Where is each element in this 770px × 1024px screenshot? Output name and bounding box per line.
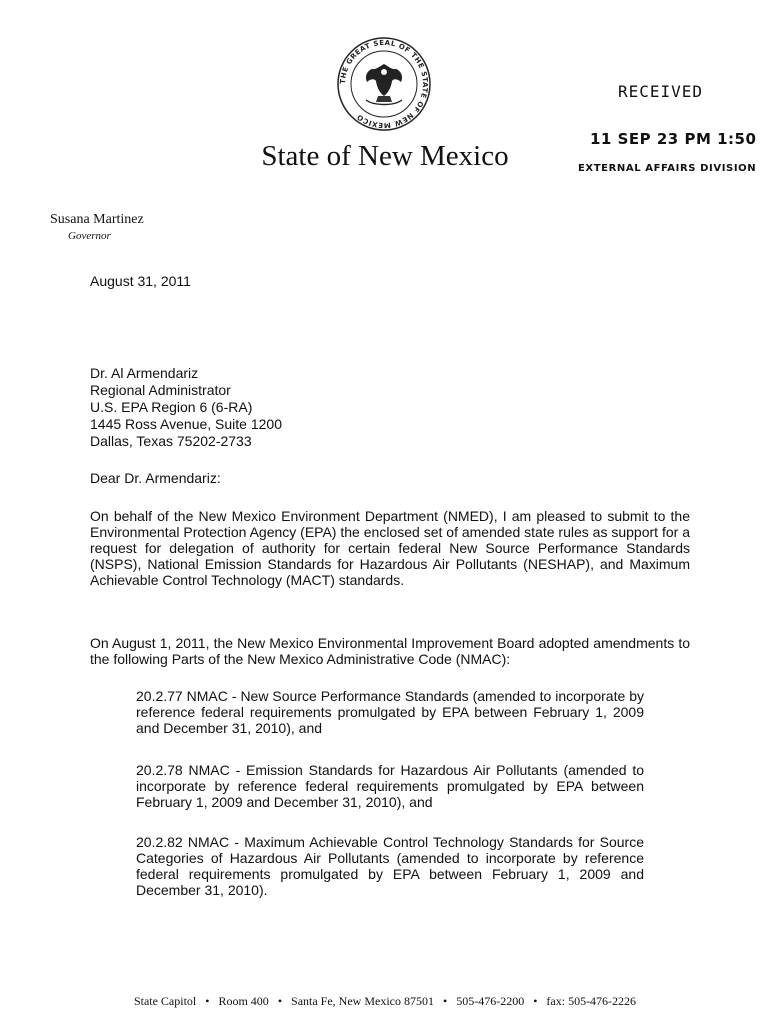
received-stamp-date: 11 SEP 23 PM 1:50 [590,130,757,148]
salutation: Dear Dr. Armendariz: [90,470,221,486]
seal-text: THE GREAT SEAL OF THE STATE OF NEW MEXICO [338,38,430,130]
footer-separator: • [205,994,210,1008]
rule-list-item: 20.2.77 NMAC - New Source Performance Standards (amended to incorporate by reference federal requirements promulgated by EPA between February 1, 2009 and December 31, 2010), and [136,688,644,736]
great-seal-of-new-mexico-icon [336,36,432,132]
received-stamp: RECEIVED [618,82,704,101]
rule-list-item: 20.2.82 NMAC - Maximum Achievable Control Technology Standards for Source Categories of Hazardous Air Pollutants (amended to incorporate by reference federal requirements promulgated by EPA between February 1, 2009 and December 31, 2010). [136,834,644,898]
address-line: Dallas, Texas 75202-2733 [90,433,252,449]
address-line: Regional Administrator [90,382,231,398]
footer-separator: • [277,994,283,1008]
footer-room: Room 400 [218,994,269,1008]
received-stamp-division: EXTERNAL AFFAIRS DIVISION [578,163,757,174]
footer-separator: • [533,994,538,1008]
recipient-address [90,365,282,450]
footer-city: Santa Fe, New Mexico 87501 [291,994,434,1008]
page-title: State of New Mexico [261,140,509,172]
address-line: U.S. EPA Region 6 (6-RA) [90,399,253,415]
letter-date: August 31, 2011 [90,273,191,289]
body-paragraph: On behalf of the New Mexico Environment Department (NMED), I am pleased to submit to the Environmental Protection Agency (EPA) the enclosed set of amended state rules as support for a request for delegation of authority for certain federal New Source Performance Standards (NSPS), National Emission Standards for Hazardous Air Pollutants (NESHAP), and Maximum Achievable Control Technology (MACT) standards. [90,508,690,588]
footer-phone: 505-476-2200 [456,994,525,1008]
letterhead-footer [0,994,770,1009]
governor-name: Susana Martinez [50,212,144,227]
footer-separator: • [443,994,448,1008]
body-paragraph: On August 1, 2011, the New Mexico Environmental Improvement Board adopted amendments to the following Parts of the New Mexico Administrative Code (NMAC): [90,635,690,667]
footer-address: State Capitol [133,994,197,1008]
rule-list-item: 20.2.78 NMAC - Emission Standards for Hazardous Air Pollutants (amended to incorporate by reference federal requirements promulgated by EPA between February 1, 2009 and December 31, 2010), and [136,762,644,810]
address-line: Dr. Al Armendariz [90,365,199,381]
state-seal [336,36,432,132]
address-line: 1445 Ross Avenue, Suite 1200 [90,416,283,432]
governor-title: Governor [68,230,111,242]
footer-fax: fax: 505-476-2226 [546,994,637,1008]
